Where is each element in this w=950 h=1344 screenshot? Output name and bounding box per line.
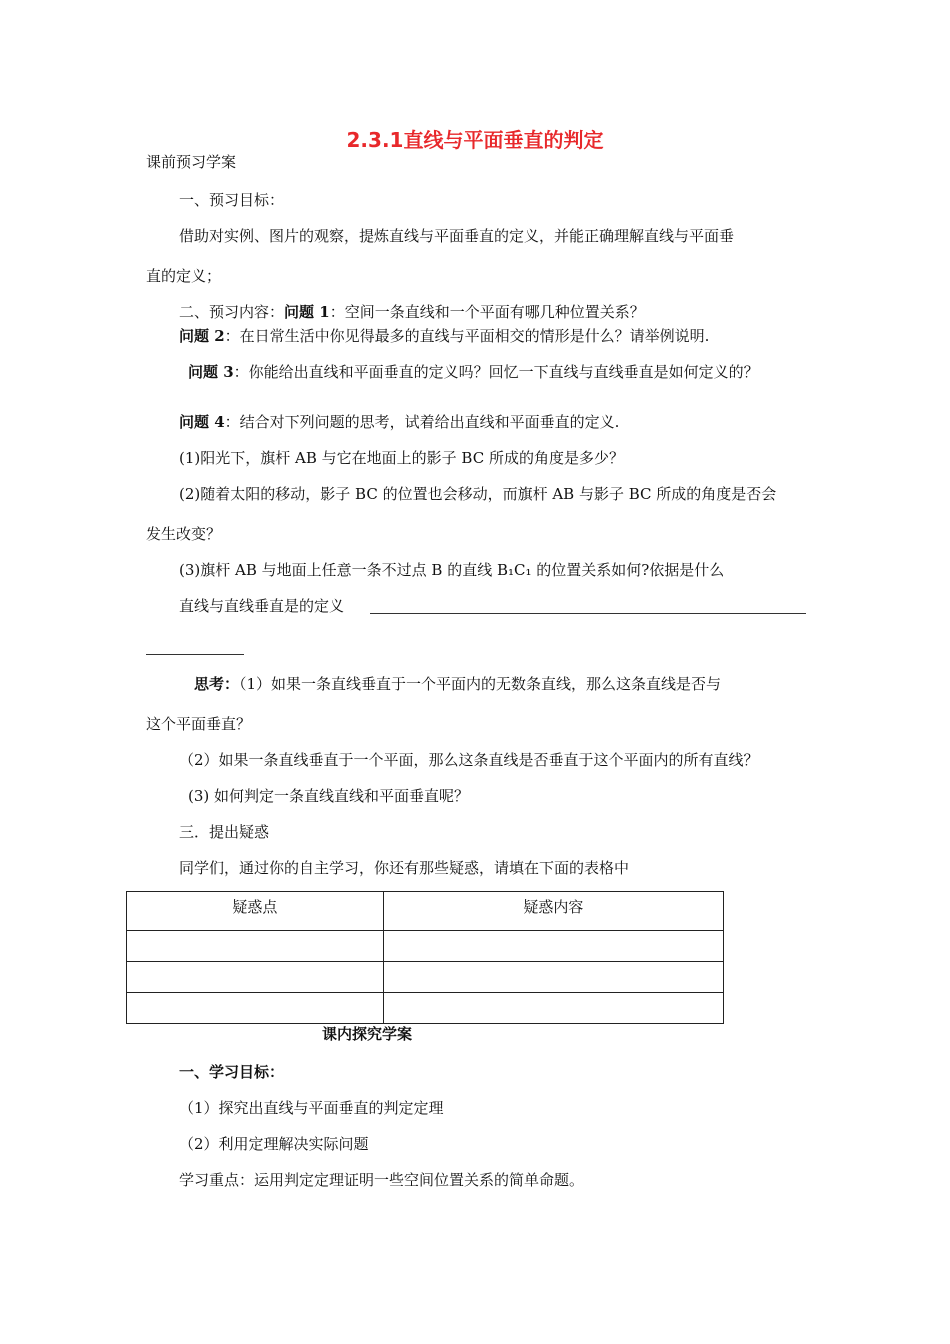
preview-goal-line1: 借助对实例、图片的观察，提炼直线与平面垂直的定义，并能正确理解直线与平面垂 bbox=[179, 227, 735, 245]
q4-text: ：结合对下列问题的思考，试着给出直线和平面垂直的定义. bbox=[224, 413, 620, 431]
table-cell[interactable] bbox=[127, 962, 384, 993]
q2-text: ：在日常生活中你见得最多的直线与平面相交的情形是什么？请举例说明. bbox=[224, 327, 710, 345]
page-title: 2.3.1直线与平面垂直的判定 bbox=[346, 128, 604, 152]
sub-question-2-line1: (2)随着太阳的移动，影子 BC 的位置也会移动，而旗杆 AB 与影子 BC 所成的角度是否会 bbox=[179, 485, 777, 503]
content-q4 bbox=[179, 412, 619, 432]
sub-question-2-line2: 发生改变？ bbox=[146, 525, 222, 543]
table-cell[interactable] bbox=[383, 931, 723, 962]
q3-text: ：你能给出直线和平面垂直的定义吗？回忆一下直线与直线垂直是如何定义的？ bbox=[233, 363, 759, 381]
preview-goal-line2: 直的定义； bbox=[146, 267, 222, 285]
table-row bbox=[127, 962, 724, 993]
content-q1 bbox=[179, 302, 645, 322]
q4-label: 问题 4 bbox=[179, 413, 225, 431]
table-header-row bbox=[127, 892, 724, 931]
table-cell[interactable] bbox=[383, 993, 723, 1024]
think-1-text: （1）如果一条直线垂直于一个平面内的无数条直线，那么这条直线是否与 bbox=[239, 675, 722, 693]
think-1-line2: 这个平面垂直？ bbox=[146, 715, 252, 733]
line-definition-label: 直线与直线垂直是的定义 bbox=[179, 597, 345, 615]
q2-label: 问题 2 bbox=[179, 327, 225, 345]
think-3: (3) 如何判定一条直线直线和平面垂直呢？ bbox=[188, 787, 470, 805]
doubt-table bbox=[126, 891, 724, 1024]
table-cell[interactable] bbox=[383, 962, 723, 993]
doubt-intro: 同学们，通过你的自主学习，你还有那些疑惑，请填在下面的表格中 bbox=[179, 859, 630, 877]
table-row bbox=[127, 993, 724, 1024]
explore-goal-1: （1）探究出直线与平面垂直的判定定理 bbox=[179, 1099, 444, 1117]
content-prefix: 二、预习内容： bbox=[179, 303, 285, 321]
content-q3 bbox=[188, 362, 759, 382]
doubt-heading: 三．提出疑惑 bbox=[179, 823, 270, 841]
table-cell[interactable] bbox=[127, 931, 384, 962]
content-q2 bbox=[179, 326, 709, 346]
table-header-cell: 疑惑内容 bbox=[383, 892, 723, 931]
table-cell[interactable] bbox=[127, 993, 384, 1024]
think-label: 思考： bbox=[194, 675, 240, 693]
q1-label: 问题 1 bbox=[284, 303, 330, 321]
answer-blank-line1[interactable] bbox=[370, 613, 806, 614]
preview-heading: 课前预习学案 bbox=[146, 153, 237, 171]
q3-label: 问题 3 bbox=[188, 363, 234, 381]
explore-heading: 课内探究学案 bbox=[322, 1025, 413, 1043]
table-header-cell: 疑惑点 bbox=[127, 892, 384, 931]
explore-goal-label: 一、学习目标： bbox=[179, 1063, 285, 1081]
explore-focus: 学习重点：运用判定定理证明一些空间位置关系的简单命题。 bbox=[179, 1171, 585, 1189]
sub-question-3: (3)旗杆 AB 与地面上任意一条不过点 B 的直线 B₁C₁ 的位置关系如何?依据是什么 bbox=[179, 561, 725, 579]
sub-question-1: (1)阳光下，旗杆 AB 与它在地面上的影子 BC 所成的角度是多少？ bbox=[179, 449, 624, 467]
table-row bbox=[127, 931, 724, 962]
explore-goal-2: （2）利用定理解决实际问题 bbox=[179, 1135, 369, 1153]
q1-text: ：空间一条直线和一个平面有哪几种位置关系？ bbox=[329, 303, 645, 321]
answer-blank-line2[interactable] bbox=[146, 654, 244, 655]
preview-goal-label: 一、预习目标： bbox=[179, 191, 285, 209]
think-1-line1 bbox=[194, 674, 721, 694]
think-2: （2）如果一条直线垂直于一个平面，那么这条直线是否垂直于这个平面内的所有直线？ bbox=[179, 751, 759, 769]
